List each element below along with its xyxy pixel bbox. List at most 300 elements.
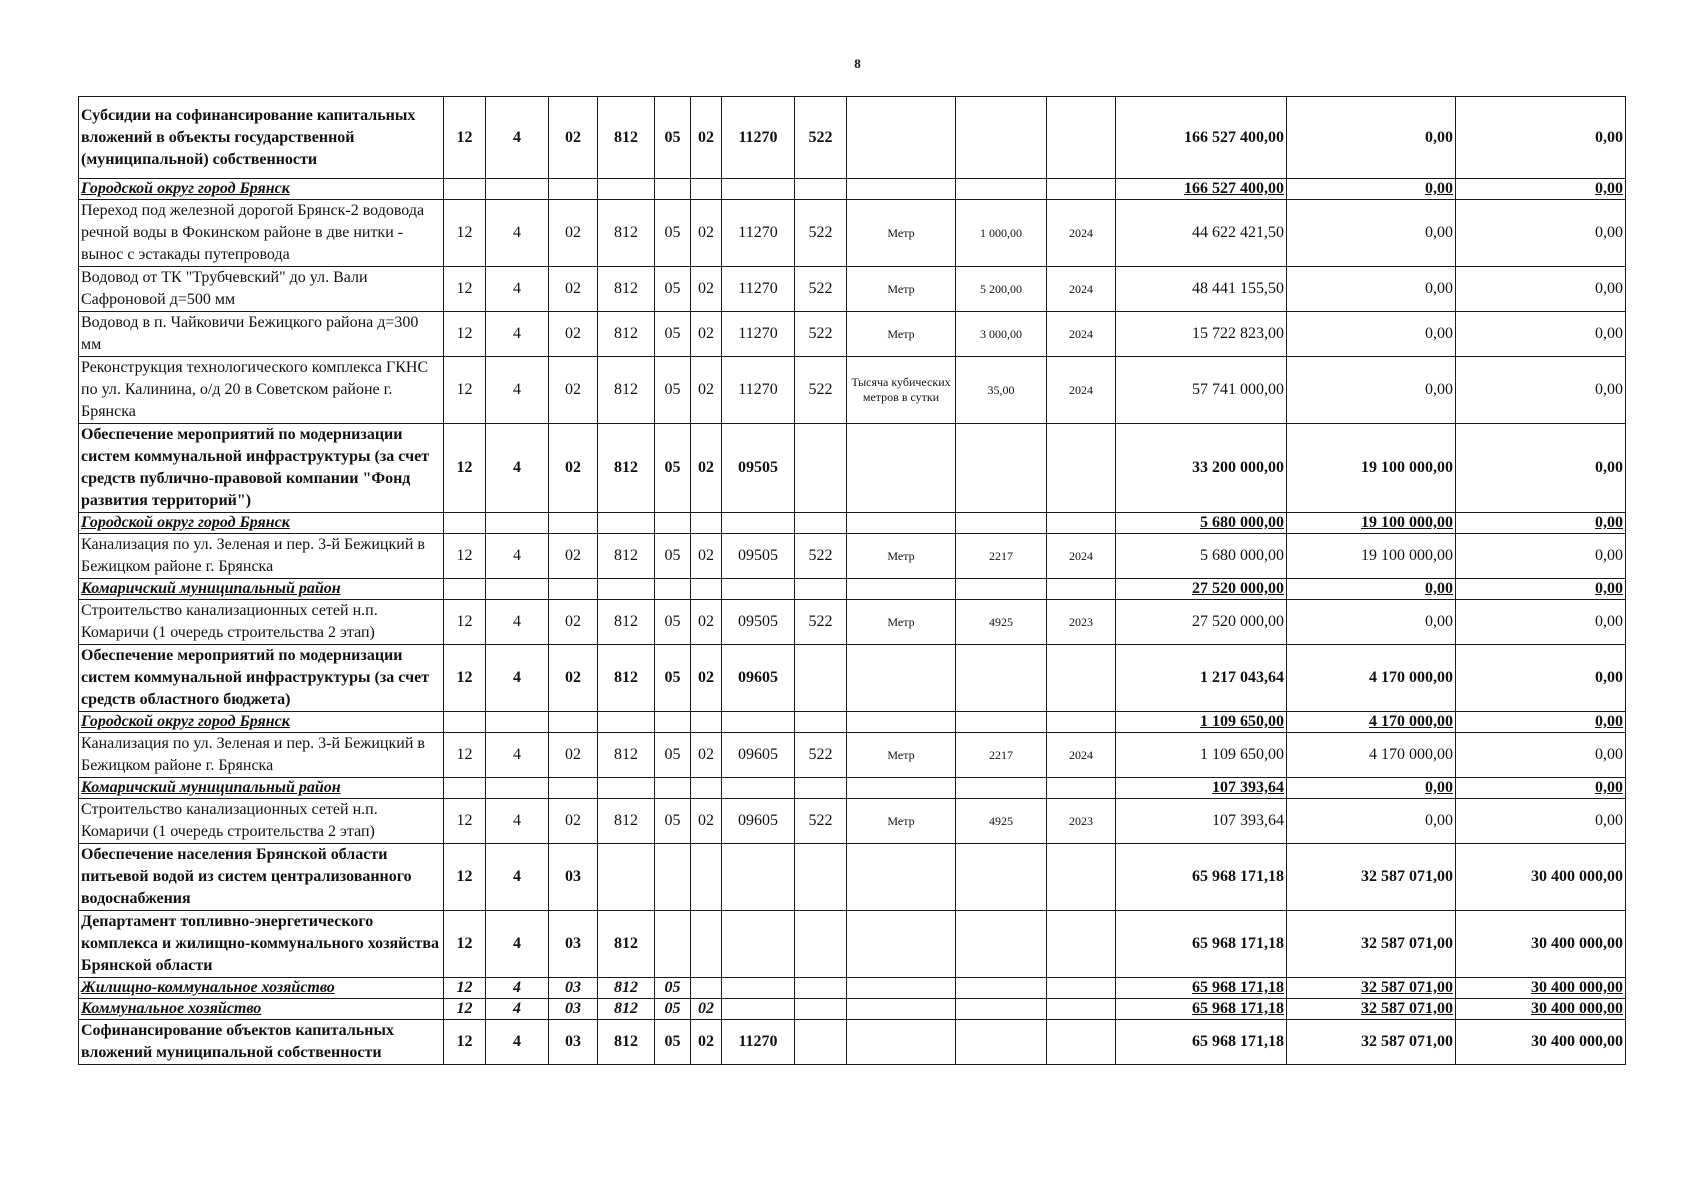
code-section-col: 12 bbox=[444, 200, 486, 267]
row-name: Жилищно-коммунальное хозяйство bbox=[79, 978, 444, 999]
code-vr-col bbox=[795, 579, 847, 600]
code-section-col: 12 bbox=[444, 97, 486, 179]
code-direction-col: 09505 bbox=[722, 600, 795, 645]
sum-year1-col: 166 527 400,00 bbox=[1116, 179, 1287, 200]
capacity-col: 2217 bbox=[956, 733, 1047, 778]
year-col: 2023 bbox=[1047, 799, 1116, 844]
code-pr-col bbox=[691, 712, 722, 733]
sum-year2-col: 0,00 bbox=[1287, 267, 1456, 312]
code-pr-col: 02 bbox=[691, 799, 722, 844]
capacity-col bbox=[956, 1020, 1047, 1065]
code-section-col bbox=[444, 179, 486, 200]
code-vr-col bbox=[795, 424, 847, 513]
row-name: Комаричский муниципальный район bbox=[79, 778, 444, 799]
code-section-col: 12 bbox=[444, 534, 486, 579]
code-pr-col bbox=[691, 179, 722, 200]
table-row bbox=[79, 911, 1626, 978]
code-program-col: 4 bbox=[486, 911, 549, 978]
code-gov-col: 812 bbox=[598, 534, 655, 579]
code-section-col bbox=[444, 579, 486, 600]
year-col bbox=[1047, 778, 1116, 799]
code-vr-col: 522 bbox=[795, 267, 847, 312]
code-rz-col: 05 bbox=[655, 312, 691, 357]
code-section-col: 12 bbox=[444, 312, 486, 357]
row-name: Комаричский муниципальный район bbox=[79, 579, 444, 600]
sum-year2-col: 32 587 071,00 bbox=[1287, 844, 1456, 911]
code-section-col: 12 bbox=[444, 600, 486, 645]
code-gov-col bbox=[598, 844, 655, 911]
code-pr-col bbox=[691, 579, 722, 600]
unit-col bbox=[847, 1020, 956, 1065]
year-col: 2024 bbox=[1047, 312, 1116, 357]
capacity-col: 2217 bbox=[956, 534, 1047, 579]
code-direction-col: 11270 bbox=[722, 97, 795, 179]
code-pr-col bbox=[691, 978, 722, 999]
row-name: Канализация по ул. Зеленая и пер. 3-й Бежицкий в Бежицком районе г. Брянска bbox=[79, 534, 444, 579]
code-vr-col: 522 bbox=[795, 600, 847, 645]
code-rz-col bbox=[655, 911, 691, 978]
year-col bbox=[1047, 712, 1116, 733]
code-gov-col: 812 bbox=[598, 978, 655, 999]
sum-year1-col: 65 968 171,18 bbox=[1116, 844, 1287, 911]
sum-year3-col: 30 400 000,00 bbox=[1456, 844, 1626, 911]
year-col bbox=[1047, 999, 1116, 1020]
year-col: 2023 bbox=[1047, 600, 1116, 645]
sum-year1-col: 65 968 171,18 bbox=[1116, 999, 1287, 1020]
table-body bbox=[79, 97, 1626, 1065]
sum-year2-col: 32 587 071,00 bbox=[1287, 1020, 1456, 1065]
code-program-col: 4 bbox=[486, 999, 549, 1020]
sum-year2-col: 32 587 071,00 bbox=[1287, 978, 1456, 999]
code-rz-col: 05 bbox=[655, 1020, 691, 1065]
table-row bbox=[79, 312, 1626, 357]
code-subprogram-col: 02 bbox=[549, 424, 598, 513]
code-rz-col: 05 bbox=[655, 424, 691, 513]
code-section-col bbox=[444, 712, 486, 733]
code-program-col: 4 bbox=[486, 733, 549, 778]
code-section-col: 12 bbox=[444, 357, 486, 424]
sum-year1-col: 44 622 421,50 bbox=[1116, 200, 1287, 267]
sum-year1-col: 15 722 823,00 bbox=[1116, 312, 1287, 357]
capacity-col bbox=[956, 911, 1047, 978]
sum-year2-col: 0,00 bbox=[1287, 179, 1456, 200]
code-vr-col bbox=[795, 911, 847, 978]
code-vr-col bbox=[795, 1020, 847, 1065]
capacity-col bbox=[956, 778, 1047, 799]
code-direction-col: 11270 bbox=[722, 1020, 795, 1065]
code-subprogram-col: 02 bbox=[549, 733, 598, 778]
sum-year3-col: 0,00 bbox=[1456, 712, 1626, 733]
sum-year2-col: 0,00 bbox=[1287, 778, 1456, 799]
unit-col: Метр bbox=[847, 267, 956, 312]
code-rz-col bbox=[655, 179, 691, 200]
row-name: Коммунальное хозяйство bbox=[79, 999, 444, 1020]
sum-year3-col: 30 400 000,00 bbox=[1456, 978, 1626, 999]
year-col: 2024 bbox=[1047, 733, 1116, 778]
capacity-col bbox=[956, 712, 1047, 733]
row-name: Реконструкция технологического комплекса ГКНС по ул. Калинина, о/д 20 в Советском районе г. Брянска bbox=[79, 357, 444, 424]
sum-year3-col: 0,00 bbox=[1456, 424, 1626, 513]
sum-year3-col: 0,00 bbox=[1456, 579, 1626, 600]
code-subprogram-col: 02 bbox=[549, 799, 598, 844]
code-direction-col bbox=[722, 978, 795, 999]
page-number: 8 bbox=[854, 56, 861, 71]
year-col bbox=[1047, 179, 1116, 200]
code-program-col: 4 bbox=[486, 97, 549, 179]
code-vr-col bbox=[795, 844, 847, 911]
code-pr-col bbox=[691, 911, 722, 978]
year-col: 2024 bbox=[1047, 267, 1116, 312]
code-program-col: 4 bbox=[486, 312, 549, 357]
code-section-col: 12 bbox=[444, 424, 486, 513]
code-program-col: 4 bbox=[486, 978, 549, 999]
sum-year2-col: 0,00 bbox=[1287, 97, 1456, 179]
code-pr-col bbox=[691, 844, 722, 911]
code-vr-col: 522 bbox=[795, 534, 847, 579]
sum-year3-col: 30 400 000,00 bbox=[1456, 999, 1626, 1020]
code-program-col: 4 bbox=[486, 424, 549, 513]
year-col: 2024 bbox=[1047, 200, 1116, 267]
row-name: Переход под железной дорогой Брянск-2 водовода речной воды в Фокинском районе в две нитки - вынос с эстакады путепровода bbox=[79, 200, 444, 267]
sum-year2-col: 19 100 000,00 bbox=[1287, 424, 1456, 513]
capacity-col bbox=[956, 844, 1047, 911]
table-row bbox=[79, 267, 1626, 312]
table-row bbox=[79, 799, 1626, 844]
code-rz-col: 05 bbox=[655, 200, 691, 267]
capacity-col: 4925 bbox=[956, 600, 1047, 645]
unit-col bbox=[847, 97, 956, 179]
sum-year3-col: 0,00 bbox=[1456, 357, 1626, 424]
code-section-col bbox=[444, 513, 486, 534]
sum-year3-col: 0,00 bbox=[1456, 312, 1626, 357]
sum-year3-col: 0,00 bbox=[1456, 534, 1626, 579]
unit-col bbox=[847, 179, 956, 200]
code-section-col: 12 bbox=[444, 844, 486, 911]
capacity-col: 5 200,00 bbox=[956, 267, 1047, 312]
code-section-col: 12 bbox=[444, 978, 486, 999]
sum-year1-col: 1 217 043,64 bbox=[1116, 645, 1287, 712]
year-col bbox=[1047, 645, 1116, 712]
sum-year1-col: 48 441 155,50 bbox=[1116, 267, 1287, 312]
code-gov-col: 812 bbox=[598, 799, 655, 844]
sum-year2-col: 0,00 bbox=[1287, 200, 1456, 267]
sum-year1-col: 107 393,64 bbox=[1116, 799, 1287, 844]
table-row bbox=[79, 733, 1626, 778]
table-row bbox=[79, 579, 1626, 600]
row-name: Водовод в п. Чайковичи Бежицкого района д=300 мм bbox=[79, 312, 444, 357]
sum-year3-col: 0,00 bbox=[1456, 600, 1626, 645]
code-subprogram-col: 02 bbox=[549, 267, 598, 312]
capacity-col bbox=[956, 645, 1047, 712]
code-subprogram-col: 02 bbox=[549, 534, 598, 579]
sum-year3-col: 0,00 bbox=[1456, 778, 1626, 799]
code-vr-col: 522 bbox=[795, 312, 847, 357]
sum-year3-col: 0,00 bbox=[1456, 645, 1626, 712]
code-vr-col bbox=[795, 778, 847, 799]
code-vr-col bbox=[795, 978, 847, 999]
code-program-col bbox=[486, 712, 549, 733]
code-section-col: 12 bbox=[444, 733, 486, 778]
table-row bbox=[79, 778, 1626, 799]
code-direction-col: 11270 bbox=[722, 200, 795, 267]
budget-table bbox=[78, 96, 1626, 1065]
unit-col bbox=[847, 999, 956, 1020]
row-name: Софинансирование объектов капитальных вложений муниципальной собственности bbox=[79, 1020, 444, 1065]
code-rz-col: 05 bbox=[655, 534, 691, 579]
code-direction-col: 09505 bbox=[722, 534, 795, 579]
code-pr-col: 02 bbox=[691, 534, 722, 579]
capacity-col bbox=[956, 97, 1047, 179]
code-pr-col: 02 bbox=[691, 600, 722, 645]
code-program-col bbox=[486, 579, 549, 600]
code-pr-col: 02 bbox=[691, 97, 722, 179]
unit-col bbox=[847, 911, 956, 978]
sum-year1-col: 1 109 650,00 bbox=[1116, 712, 1287, 733]
code-subprogram-col: 02 bbox=[549, 312, 598, 357]
sum-year1-col: 27 520 000,00 bbox=[1116, 579, 1287, 600]
sum-year1-col: 166 527 400,00 bbox=[1116, 97, 1287, 179]
sum-year1-col: 5 680 000,00 bbox=[1116, 534, 1287, 579]
code-section-col: 12 bbox=[444, 645, 486, 712]
table-row bbox=[79, 513, 1626, 534]
sum-year2-col: 0,00 bbox=[1287, 312, 1456, 357]
code-direction-col: 11270 bbox=[722, 267, 795, 312]
code-program-col: 4 bbox=[486, 600, 549, 645]
capacity-col bbox=[956, 179, 1047, 200]
code-direction-col bbox=[722, 579, 795, 600]
row-name: Строительство канализационных сетей н.п. Комаричи (1 очередь строительства 2 этап) bbox=[79, 600, 444, 645]
unit-col bbox=[847, 778, 956, 799]
code-vr-col: 522 bbox=[795, 733, 847, 778]
code-gov-col bbox=[598, 179, 655, 200]
sum-year3-col: 30 400 000,00 bbox=[1456, 911, 1626, 978]
unit-col bbox=[847, 844, 956, 911]
year-col bbox=[1047, 579, 1116, 600]
code-program-col: 4 bbox=[486, 200, 549, 267]
code-program-col bbox=[486, 513, 549, 534]
code-direction-col: 09605 bbox=[722, 645, 795, 712]
code-subprogram-col bbox=[549, 179, 598, 200]
code-section-col: 12 bbox=[444, 267, 486, 312]
unit-col: Метр bbox=[847, 733, 956, 778]
table-row bbox=[79, 179, 1626, 200]
row-name: Департамент топливно-энергетического комплекса и жилищно-коммунального хозяйства Брянской области bbox=[79, 911, 444, 978]
sum-year3-col: 0,00 bbox=[1456, 733, 1626, 778]
sum-year1-col: 65 968 171,18 bbox=[1116, 911, 1287, 978]
row-name: Обеспечение населения Брянской области питьевой водой из систем централизованного водоснабжения bbox=[79, 844, 444, 911]
code-program-col: 4 bbox=[486, 799, 549, 844]
code-subprogram-col bbox=[549, 712, 598, 733]
code-pr-col: 02 bbox=[691, 645, 722, 712]
sum-year3-col: 0,00 bbox=[1456, 179, 1626, 200]
code-direction-col bbox=[722, 179, 795, 200]
code-subprogram-col: 02 bbox=[549, 645, 598, 712]
code-vr-col: 522 bbox=[795, 357, 847, 424]
code-subprogram-col: 03 bbox=[549, 844, 598, 911]
code-gov-col: 812 bbox=[598, 267, 655, 312]
row-name: Обеспечение мероприятий по модернизации систем коммунальной инфраструктуры (за счет средств областного бюджета) bbox=[79, 645, 444, 712]
year-col bbox=[1047, 513, 1116, 534]
sum-year1-col: 1 109 650,00 bbox=[1116, 733, 1287, 778]
code-section-col bbox=[444, 778, 486, 799]
code-program-col bbox=[486, 778, 549, 799]
sum-year1-col: 107 393,64 bbox=[1116, 778, 1287, 799]
unit-col bbox=[847, 579, 956, 600]
row-name: Канализация по ул. Зеленая и пер. 3-й Бежицкий в Бежицком районе г. Брянска bbox=[79, 733, 444, 778]
table-row bbox=[79, 424, 1626, 513]
sum-year3-col: 0,00 bbox=[1456, 799, 1626, 844]
code-gov-col: 812 bbox=[598, 600, 655, 645]
sum-year3-col: 0,00 bbox=[1456, 267, 1626, 312]
code-vr-col bbox=[795, 513, 847, 534]
code-pr-col: 02 bbox=[691, 733, 722, 778]
table-row bbox=[79, 534, 1626, 579]
capacity-col bbox=[956, 513, 1047, 534]
sum-year2-col: 0,00 bbox=[1287, 357, 1456, 424]
table-row bbox=[79, 200, 1626, 267]
code-rz-col: 05 bbox=[655, 357, 691, 424]
code-pr-col: 02 bbox=[691, 267, 722, 312]
code-rz-col: 05 bbox=[655, 267, 691, 312]
code-subprogram-col: 02 bbox=[549, 600, 598, 645]
sum-year2-col: 19 100 000,00 bbox=[1287, 513, 1456, 534]
code-pr-col bbox=[691, 513, 722, 534]
row-name: Водовод от ТК "Трубчевский" до ул. Вали Сафроновой д=500 мм bbox=[79, 267, 444, 312]
table-row bbox=[79, 712, 1626, 733]
code-rz-col: 05 bbox=[655, 978, 691, 999]
code-rz-col: 05 bbox=[655, 733, 691, 778]
code-gov-col bbox=[598, 579, 655, 600]
code-gov-col: 812 bbox=[598, 911, 655, 978]
code-vr-col: 522 bbox=[795, 200, 847, 267]
sum-year2-col: 0,00 bbox=[1287, 579, 1456, 600]
sum-year3-col: 30 400 000,00 bbox=[1456, 1020, 1626, 1065]
year-col bbox=[1047, 978, 1116, 999]
code-gov-col: 812 bbox=[598, 312, 655, 357]
unit-col: Метр bbox=[847, 799, 956, 844]
code-direction-col: 11270 bbox=[722, 312, 795, 357]
sum-year1-col: 5 680 000,00 bbox=[1116, 513, 1287, 534]
capacity-col bbox=[956, 579, 1047, 600]
sum-year1-col: 33 200 000,00 bbox=[1116, 424, 1287, 513]
table-row bbox=[79, 999, 1626, 1020]
unit-col: Метр bbox=[847, 600, 956, 645]
code-direction-col bbox=[722, 778, 795, 799]
capacity-col bbox=[956, 424, 1047, 513]
code-subprogram-col bbox=[549, 513, 598, 534]
unit-col bbox=[847, 712, 956, 733]
code-subprogram-col bbox=[549, 778, 598, 799]
code-gov-col: 812 bbox=[598, 645, 655, 712]
code-pr-col: 02 bbox=[691, 999, 722, 1020]
table-row bbox=[79, 600, 1626, 645]
sum-year2-col: 19 100 000,00 bbox=[1287, 534, 1456, 579]
code-vr-col bbox=[795, 999, 847, 1020]
year-col: 2024 bbox=[1047, 357, 1116, 424]
code-program-col bbox=[486, 179, 549, 200]
row-name: Городской округ город Брянск bbox=[79, 513, 444, 534]
code-rz-col bbox=[655, 778, 691, 799]
code-rz-col bbox=[655, 712, 691, 733]
unit-col: Метр bbox=[847, 312, 956, 357]
sum-year1-col: 57 741 000,00 bbox=[1116, 357, 1287, 424]
code-rz-col: 05 bbox=[655, 645, 691, 712]
code-gov-col: 812 bbox=[598, 357, 655, 424]
sum-year2-col: 4 170 000,00 bbox=[1287, 733, 1456, 778]
code-vr-col: 522 bbox=[795, 799, 847, 844]
year-col bbox=[1047, 1020, 1116, 1065]
sum-year2-col: 4 170 000,00 bbox=[1287, 645, 1456, 712]
code-direction-col bbox=[722, 911, 795, 978]
code-program-col: 4 bbox=[486, 267, 549, 312]
code-section-col: 12 bbox=[444, 799, 486, 844]
code-pr-col bbox=[691, 778, 722, 799]
code-subprogram-col: 03 bbox=[549, 911, 598, 978]
sum-year3-col: 0,00 bbox=[1456, 97, 1626, 179]
sum-year2-col: 4 170 000,00 bbox=[1287, 712, 1456, 733]
code-direction-col: 09605 bbox=[722, 799, 795, 844]
unit-col bbox=[847, 978, 956, 999]
capacity-col: 4925 bbox=[956, 799, 1047, 844]
code-pr-col: 02 bbox=[691, 1020, 722, 1065]
capacity-col bbox=[956, 999, 1047, 1020]
code-gov-col bbox=[598, 778, 655, 799]
unit-col: Метр bbox=[847, 200, 956, 267]
sum-year3-col: 0,00 bbox=[1456, 200, 1626, 267]
capacity-col: 1 000,00 bbox=[956, 200, 1047, 267]
sum-year2-col: 0,00 bbox=[1287, 600, 1456, 645]
unit-col bbox=[847, 645, 956, 712]
sum-year2-col: 32 587 071,00 bbox=[1287, 911, 1456, 978]
year-col bbox=[1047, 424, 1116, 513]
code-section-col: 12 bbox=[444, 911, 486, 978]
code-gov-col: 812 bbox=[598, 424, 655, 513]
code-gov-col: 812 bbox=[598, 200, 655, 267]
code-direction-col: 09605 bbox=[722, 733, 795, 778]
unit-col bbox=[847, 424, 956, 513]
sum-year1-col: 65 968 171,18 bbox=[1116, 978, 1287, 999]
code-rz-col: 05 bbox=[655, 999, 691, 1020]
capacity-col: 3 000,00 bbox=[956, 312, 1047, 357]
row-name: Городской округ город Брянск bbox=[79, 712, 444, 733]
code-direction-col bbox=[722, 999, 795, 1020]
unit-col: Метр bbox=[847, 534, 956, 579]
row-name: Строительство канализационных сетей н.п. Комаричи (1 очередь строительства 2 этап) bbox=[79, 799, 444, 844]
table-row bbox=[79, 97, 1626, 179]
sum-year3-col: 0,00 bbox=[1456, 513, 1626, 534]
year-col bbox=[1047, 844, 1116, 911]
code-gov-col bbox=[598, 513, 655, 534]
capacity-col bbox=[956, 978, 1047, 999]
code-program-col: 4 bbox=[486, 534, 549, 579]
code-rz-col: 05 bbox=[655, 97, 691, 179]
code-direction-col bbox=[722, 712, 795, 733]
table-row bbox=[79, 844, 1626, 911]
code-pr-col: 02 bbox=[691, 357, 722, 424]
code-subprogram-col: 02 bbox=[549, 97, 598, 179]
code-direction-col bbox=[722, 513, 795, 534]
code-rz-col bbox=[655, 844, 691, 911]
code-program-col: 4 bbox=[486, 1020, 549, 1065]
code-gov-col: 812 bbox=[598, 1020, 655, 1065]
year-col: 2024 bbox=[1047, 534, 1116, 579]
year-col bbox=[1047, 97, 1116, 179]
code-subprogram-col: 03 bbox=[549, 999, 598, 1020]
code-rz-col: 05 bbox=[655, 600, 691, 645]
code-gov-col bbox=[598, 712, 655, 733]
code-direction-col: 09505 bbox=[722, 424, 795, 513]
sum-year2-col: 0,00 bbox=[1287, 799, 1456, 844]
